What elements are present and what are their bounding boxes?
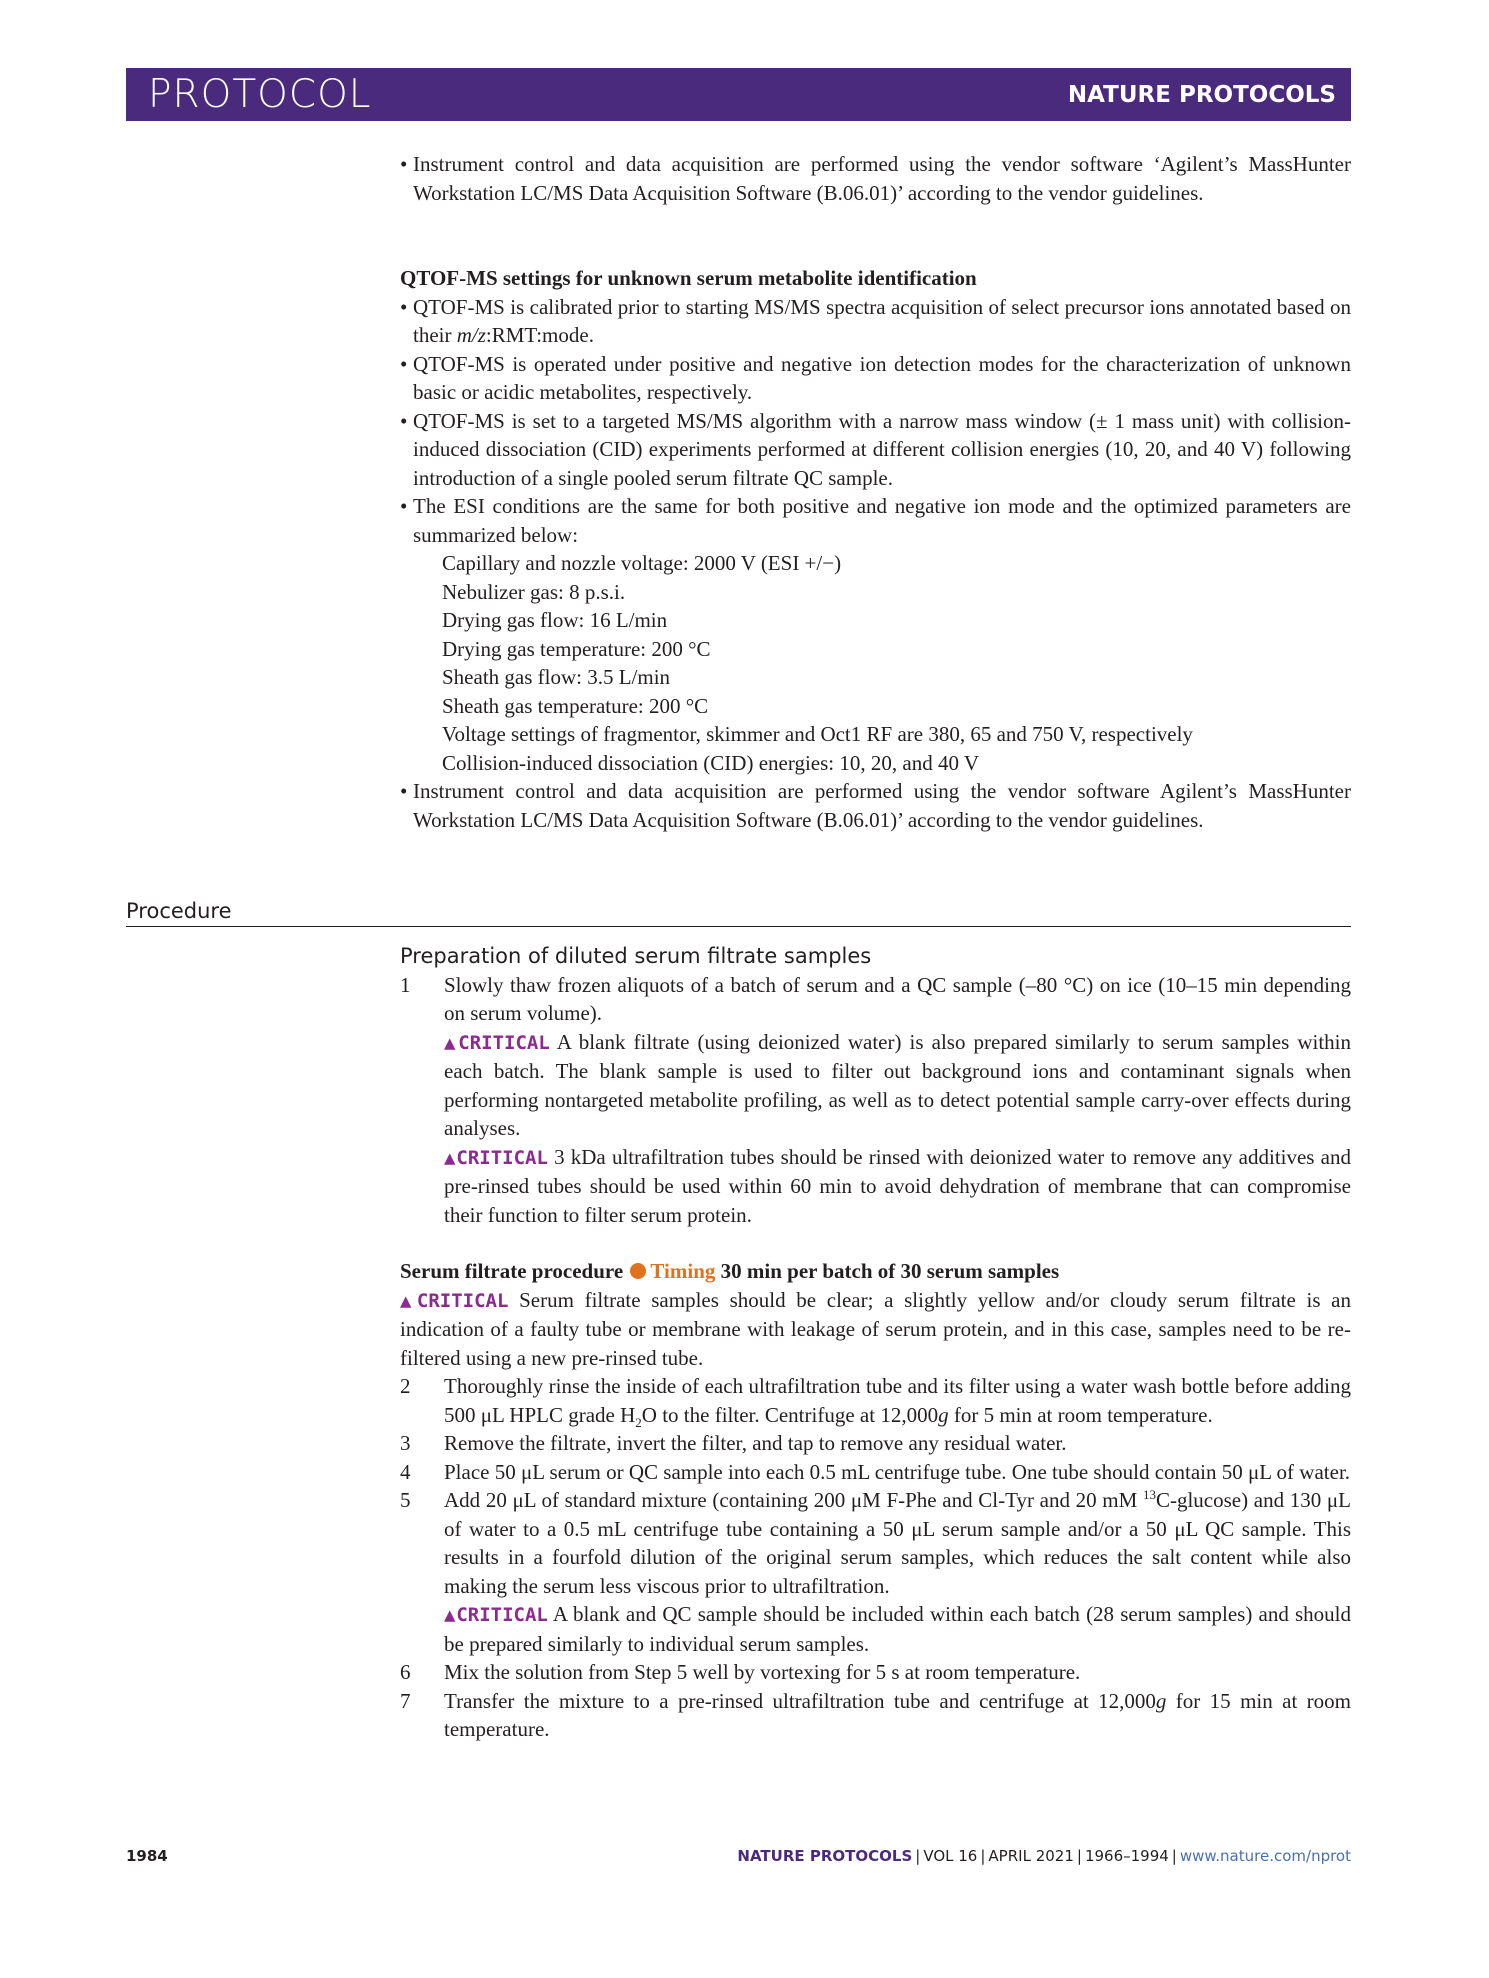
critical-label: ▲CRITICAL bbox=[444, 1031, 550, 1054]
bullet-item: • The ESI conditions are the same for both positive and negative ion mode and the optimized parameters are summarized below: bbox=[400, 494, 1351, 547]
footer-journal: NATURE PROTOCOLS bbox=[737, 1847, 913, 1865]
critical-note: ▲CRITICAL A blank and QC sample should be included within each batch (28 serum samples) and should be prepared similarly to individual serum samples. bbox=[444, 1602, 1352, 1656]
procedure-step-2: 2 Thoroughly rinse the inside of each ultrafiltration tube and its filter using a water wash bottle before adding 500 μL HPLC grade $H_2O$ to the filter. Centrifuge at 12,000g for 5 min at room temperature. bbox=[400, 1374, 1351, 1430]
critical-note: ▲CRITICAL 3 kDa ultrafiltration tubes should be rinsed with deionized water to remove any additives and pre-rinsed tubes should be used within 60 min to avoid dehydration of membrane that can compromise their function to filter serum protein. bbox=[444, 1144, 1351, 1227]
esi-parameter: Collision-induced dissociation (CID) energies: 10, 20, and 40 V bbox=[442, 750, 979, 775]
bullet-item: • QTOF-MS is operated under positive and negative ion detection modes for the characterization of unknown basic or acidic metabolites, respectively. bbox=[400, 351, 1351, 404]
critical-note: ▲CRITICAL Serum filtrate samples should be clear; a slightly yellow and/or cloudy serum filtrate is an indication of a faulty tube or membrane with leakage of serum protein, and in this case, samples need to be re-filtered using a new pre-rinsed tube. bbox=[400, 1287, 1351, 1370]
header-journal-name: NATURE PROTOCOLS bbox=[1067, 82, 1336, 108]
instrument-control-block bbox=[400, 150, 1351, 207]
esi-parameter: Sheath gas temperature: 200 °C bbox=[442, 693, 709, 718]
header-banner bbox=[126, 68, 1351, 121]
procedure-section-title: Procedure bbox=[126, 899, 232, 923]
procedure-step-1: 1 Slowly thaw frozen aliquots of a batch of serum and a QC sample (–80 °C) on ice (10–15 min depending on serum volume). bbox=[400, 972, 1351, 1025]
footer-url-link[interactable]: www.nature.com/nprot bbox=[1179, 1847, 1351, 1865]
section-divider bbox=[126, 926, 1351, 927]
esi-parameter: Sheath gas flow: 3.5 L/min bbox=[442, 665, 671, 689]
esi-parameter: Capillary and nozzle voltage: 2000 V (ESI +/−) bbox=[442, 551, 842, 575]
preparation-heading: Preparation of diluted serum filtrate samples bbox=[400, 944, 872, 968]
esi-parameter: Drying gas flow: 16 L/min bbox=[442, 608, 668, 632]
filtrate-heading: Serum filtrate procedure Timing 30 min per batch of 30 serum samples bbox=[400, 1259, 1060, 1283]
bullet-item: • QTOF-MS is set to a targeted MS/MS algorithm with a narrow mass window (± 1 mass unit) with collision-induced dissociation (CID) experiments performed at different collision energies (10, 20, and 40 V) following introduction of a single pooled serum filtrate QC sample. bbox=[400, 408, 1351, 490]
bullet-item: • Instrument control and data acquisition are performed using the vendor software Agilent’s MassHunter Workstation LC/MS Data Acquisition Software (B.06.01)’ according to the vendor guidelines. bbox=[400, 779, 1351, 832]
qtof-heading: QTOF-MS settings for unknown serum metabolite identification bbox=[400, 266, 977, 290]
serum-filtrate-section bbox=[400, 1257, 1351, 1744]
footer-citation: NATURE PROTOCOLS | VOL 16 | APRIL 2021 | 1966–1994 | www.nature.com/nprot bbox=[737, 1847, 1351, 1865]
bullet-item: • Instrument control and data acquisition are performed using the vendor software ‘Agilent’s MassHunter Workstation LC/MS Data Acquisition Software (B.06.01)’ according to the vendor guidelines. bbox=[400, 152, 1351, 205]
esi-parameter: Voltage settings of fragmentor, skimmer and Oct1 RF are 380, 65 and 750 V, respectively bbox=[442, 722, 1193, 746]
footer-date: APRIL 2021 bbox=[988, 1847, 1074, 1865]
critical-label: ▲CRITICAL bbox=[400, 1289, 509, 1312]
timing-label: Timing bbox=[650, 1259, 716, 1283]
procedure-step-7: 7 Transfer the mixture to a pre-rinsed ultrafiltration tube and centrifuge at 12,000g for 15 min at room temperature. bbox=[400, 1688, 1351, 1741]
timing-dot-icon bbox=[630, 1263, 646, 1279]
critical-label: ▲CRITICAL bbox=[444, 1146, 548, 1169]
esi-parameter: Nebulizer gas: 8 p.s.i. bbox=[442, 579, 626, 604]
esi-parameter: Drying gas temperature: 200 °C bbox=[442, 636, 711, 661]
esi-parameter-list bbox=[400, 549, 1351, 777]
footer-pages: 1966–1994 bbox=[1084, 1847, 1169, 1865]
qtof-settings-section bbox=[400, 264, 1351, 834]
procedure-step-6: 6 Mix the solution from Step 5 well by vortexing for 5 s at room temperature. bbox=[400, 1660, 1081, 1684]
critical-note: ▲CRITICAL A blank filtrate (using deionized water) is also prepared similarly to serum samples within each batch. The blank sample is used to filter out background ions and contaminant signals when performing nontargeted metabolite profiling, as well as to detect potential sample carry-over effects during analyses. bbox=[444, 1029, 1352, 1140]
preparation-section bbox=[400, 942, 1351, 1229]
procedure-step-4: 4 Place 50 μL serum or QC sample into each 0.5 mL centrifuge tube. One tube should contain 50 μL of water. bbox=[400, 1459, 1351, 1484]
bullet-item: • QTOF-MS is calibrated prior to starting MS/MS spectra acquisition of select precursor ions annotated based on their m/z:RMT:mode. bbox=[400, 294, 1351, 347]
procedure-step-3: 3 Remove the filtrate, invert the filter, and tap to remove any residual water. bbox=[400, 1431, 1067, 1455]
header-section-label: PROTOCOL bbox=[148, 72, 372, 117]
procedure-step-5: 5 Add 20 μL of standard mixture (containing 200 μM F-Phe and Cl-Tyr and 20 mM $^{13}$C-glucose) and 130 μL of water to a 0.5 mL centrifuge tube containing a 50 μL serum sample and/or a 50 μL QC sample. This results in a fourfold dilution of the original serum samples, which reduces the salt content while also making the serum less viscous prior to ultrafiltration. bbox=[400, 1487, 1351, 1598]
footer-volume: VOL 16 bbox=[923, 1847, 978, 1865]
page-number: 1984 bbox=[126, 1847, 168, 1865]
critical-label: ▲CRITICAL bbox=[444, 1604, 548, 1626]
